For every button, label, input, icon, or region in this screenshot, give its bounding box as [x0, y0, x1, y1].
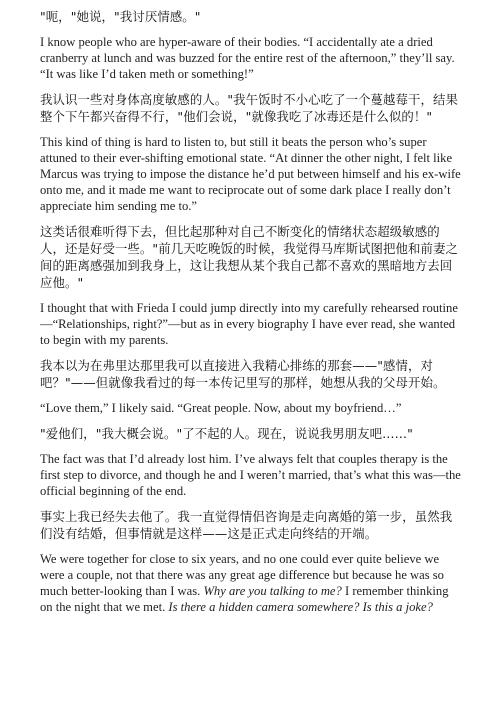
paragraph-en-last — [40, 551, 462, 615]
paragraph-zh: 这类话很难听得下去，但比起那种对自己不断变化的情绪状态超级敏感的人，还是好受一些。"前几天吃晚饭的时候，我觉得马库斯试图把他和前妻之间的距离感强加到我身上，这让我想从某个我自己都不喜欢的黑暗地方去回应他。" — [40, 224, 458, 290]
paragraph-zh: "呃，"她说，"我讨厌情感。" — [40, 9, 201, 24]
paragraph-en: The fact was that I’d already lost him. I’ve always felt that couples therapy is the first step to divorce, and though he and I weren’t married, that’s what this was—the official beginning of the end. — [40, 452, 461, 498]
italic-thought: Is there a hidden camera somewhere? Is this a joke? — [168, 600, 433, 614]
paragraph-text: I remember thinking on the night that we met. — [40, 584, 449, 614]
paragraph-zh: 我本以为在弗里达那里我可以直接进入我精心排练的那套——"感情，对吧？"——但就像我看过的每一本传记里写的那样，她想从我的父母开始。 — [40, 358, 446, 390]
paragraph-en: “Love them,” I likely said. “Great people. Now, about my boyfriend…” — [40, 401, 402, 415]
paragraph-text: We were together for close to six years, and no one could ever quite believe we were a couple, not that there was any great age difference but because he was so much better-looking than I was. — [40, 552, 444, 598]
paragraph-en: I thought that with Frieda I could jump directly into my carefully rehearsed routine—“Relationships, right?”—but as in every biography I have ever read, she wanted to begin with my parents. — [40, 301, 458, 347]
paragraph-zh: "爱他们，"我大概会说。"了不起的人。现在，说说我男朋友吧……" — [40, 426, 413, 441]
paragraph-zh: 事实上我已经失去他了。我一直觉得情侣咨询是走向离婚的第一步，虽然我们没有结婚，但事情就是这样——这是正式走向终结的开端。 — [40, 509, 453, 541]
italic-thought: Why are you talking to me? — [203, 584, 342, 598]
paragraph-en: This kind of thing is hard to listen to, but still it beats the person who’s super attuned to their ever-shifting emotional state. “At dinner the other night, I felt like Marcus was trying to impose the distance he’d put between himself and his ex-wife onto me, and it made me want to reciprocate out of some dark place I really don’t appreciate him sending me to.” — [40, 135, 461, 213]
paragraph-en: I know people who are hyper-aware of their bodies. “I accidentally ate a dried cranberry at lunch and was buzzed for the entire rest of the afternoon,” they’ll say. “It was like I’d taken meth or something!” — [40, 35, 455, 81]
paragraph-zh: 我认识一些对身体高度敏感的人。"我午饭时不小心吃了一个蔓越莓干，结果整个下午都兴奋得不行，"他们会说，"就像我吃了冰毒还是什么似的！" — [40, 92, 458, 124]
